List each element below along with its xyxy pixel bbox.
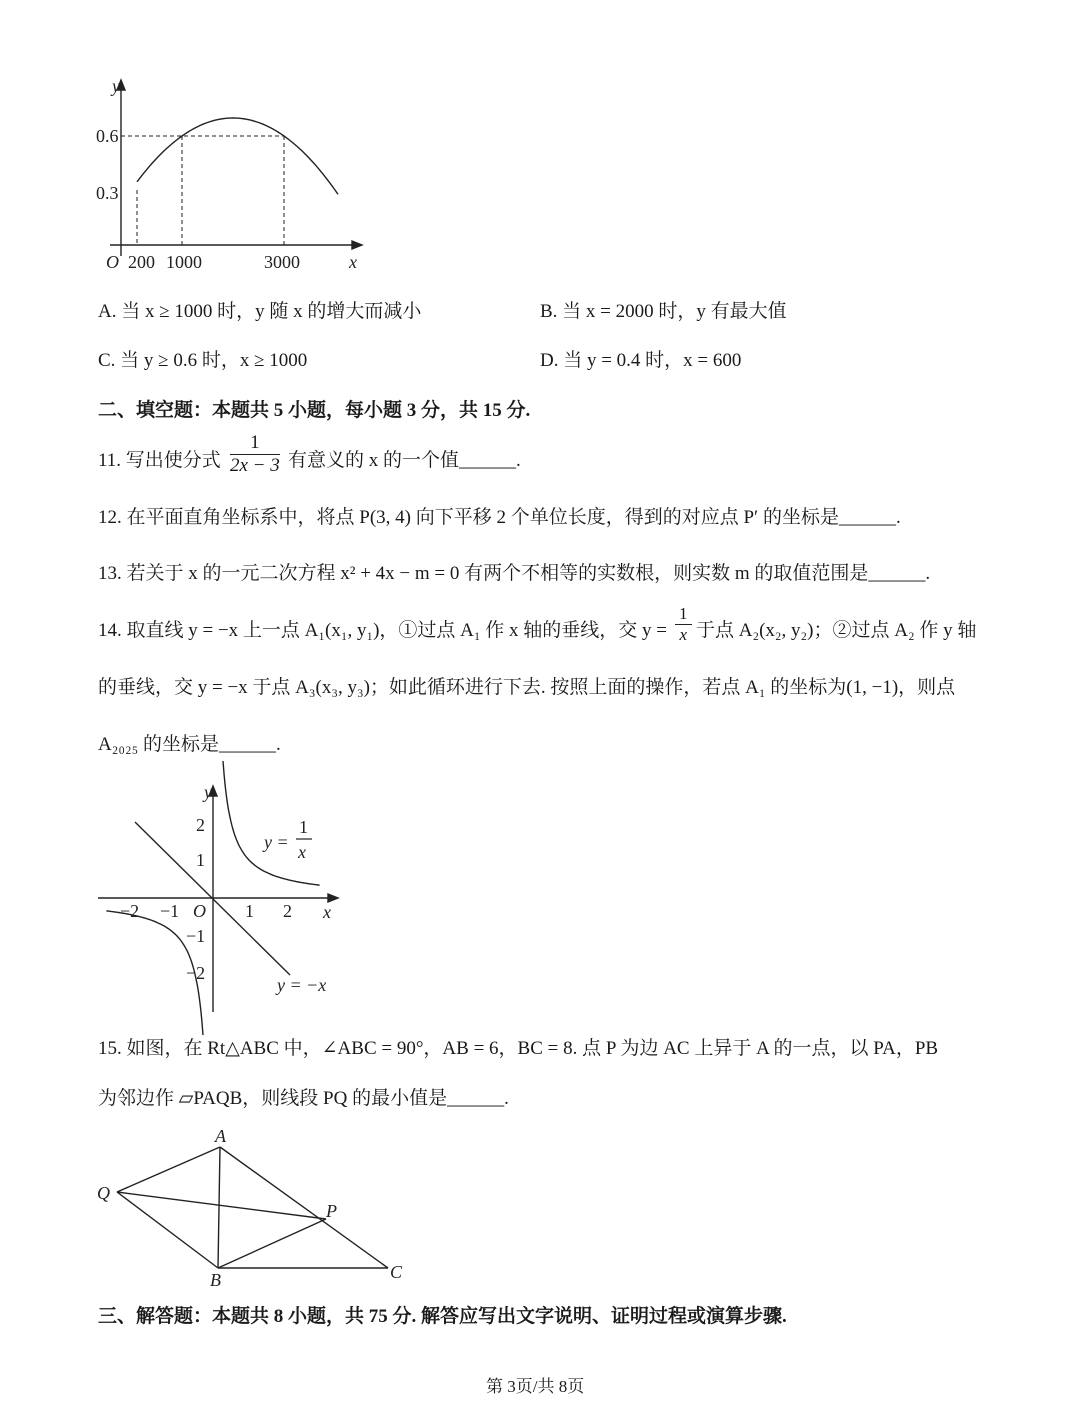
q11-fraction: [230, 432, 280, 477]
q11-denominator: 2x − 3: [230, 455, 280, 476]
graph1-parabola-figure: [110, 80, 362, 256]
q13: 13. 若关于 x 的一元二次方程 x² + 4x − m = 0 有两个不相等的实数根，则实数 m 的取值范围是______.: [98, 563, 931, 584]
graph1-y-label: y: [112, 76, 120, 96]
q10-option-b: B. 当 x = 2000 时，y 有最大值: [540, 301, 787, 322]
graph2-y-tick: 1: [196, 850, 205, 870]
graph2-y-label: y: [204, 782, 212, 802]
graph1-x-arrow: [352, 241, 362, 249]
q10-option-c: C. 当 y ≥ 0.6 时，x ≥ 1000: [98, 350, 308, 371]
figure3-label-a: A: [215, 1126, 226, 1146]
graph2-x-tick: 1: [245, 901, 254, 921]
graph2-y-tick: −2: [186, 963, 206, 983]
graph1-curve: [137, 118, 338, 194]
graph2-origin: O: [193, 901, 206, 921]
q12: 12. 在平面直角坐标系中，将点 P(3, 4) 向下平移 2 个单位长度，得到的对应点 P′ 的坐标是______.: [98, 507, 901, 528]
graph1-y-tick: 0.3: [96, 183, 119, 203]
q11-post: 有意义的 x 的一个值______.: [288, 450, 521, 471]
graph1-dashed-guides: [121, 136, 284, 245]
q10-option-d: D. 当 y = 0.4 时，x = 600: [540, 350, 742, 371]
graph2-y-tick: −1: [186, 926, 206, 946]
q10-option-a: A. 当 x ≥ 1000 时，y 随 x 的增大而减小: [98, 301, 422, 322]
graph2-x-tick: 2: [283, 901, 292, 921]
section3-heading: 三、解答题：本题共 8 小题，共 75 分. 解答应写出文字说明、证明过程或演算步骤.: [98, 1306, 787, 1327]
graph2-curve-label: y =: [264, 832, 289, 852]
q14-denominator: x: [679, 625, 688, 644]
q14-line1-pre: 14. 取直线 y = −x 上一点 A₁(x₁, y₁)，①过点 A₁ 作 x 轴的垂线，交 y =: [98, 620, 667, 641]
q14-fraction: [675, 604, 692, 645]
graph2-y-tick: 2: [196, 815, 205, 835]
q14-line2: 的垂线，交 y = −x 于点 A₃(x₃, y₃)；如此循环进行下去. 按照上面的操作，若点 A₁ 的坐标为(1, −1)，则点: [98, 677, 956, 698]
q11-numerator: 1: [230, 432, 280, 455]
q14-numerator: 1: [675, 604, 692, 625]
graph2-line-label: y = −x: [277, 975, 327, 995]
figure3-label-p: P: [326, 1201, 337, 1221]
graph2-x-label: x: [323, 902, 331, 922]
page-footer: 第 3页/共 8页: [486, 1377, 585, 1396]
figure3-label-q: Q: [97, 1183, 110, 1203]
graph2-x-tick: −2: [120, 901, 140, 921]
graph2-curve-den: x: [298, 842, 306, 862]
graph1-x-label: x: [349, 252, 357, 272]
q14-line3: A₂₀₂₅ 的坐标是______.: [98, 734, 281, 755]
graph1-x-tick: 3000: [264, 252, 300, 272]
q11-pre: 11. 写出使分式: [98, 450, 221, 471]
figure3-parallelogram: [117, 1147, 388, 1268]
graph2-curve-num: 1: [299, 817, 308, 837]
graph1-y-tick: 0.6: [96, 126, 119, 146]
q15-line1: 15. 如图，在 Rt△ABC 中，∠ABC = 90°，AB = 6，BC = 8. 点 P 为边 AC 上异于 A 的一点，以 PA，PB: [98, 1038, 939, 1059]
q15-line2: 为邻边作 ▱PAQB，则线段 PQ 的最小值是______.: [98, 1088, 509, 1109]
graph1-x-tick: 1000: [166, 252, 202, 272]
figure3-label-c: C: [390, 1262, 403, 1282]
graph2-x-tick: −1: [160, 901, 180, 921]
section2-heading: 二、填空题：本题共 5 小题，每小题 3 分，共 15 分.: [98, 400, 531, 421]
figure3-label-b: B: [210, 1270, 221, 1290]
graph1-x-tick: 200: [128, 252, 155, 272]
graph1-origin: O: [106, 252, 119, 272]
q14-line1-post: 于点 A₂(x₂, y₂)；②过点 A₂ 作 y 轴: [696, 620, 977, 641]
